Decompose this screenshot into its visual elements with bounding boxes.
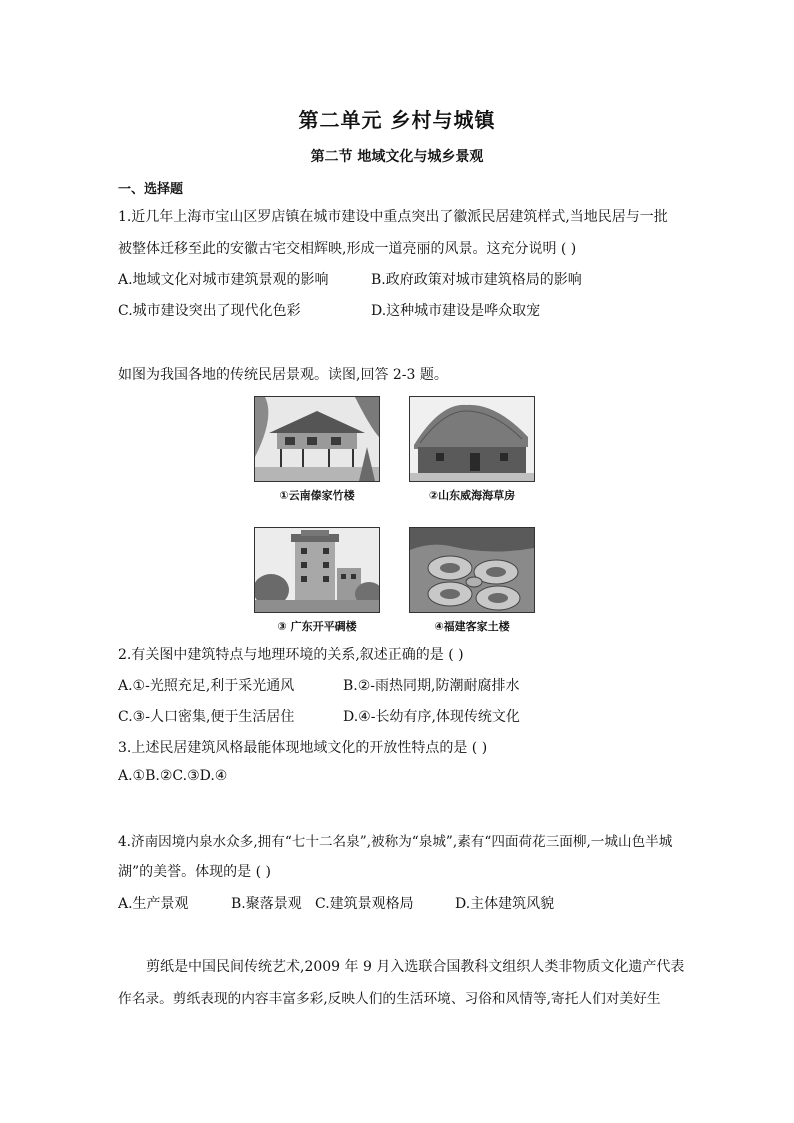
- section-subtitle: 第二节 地域文化与城乡景观: [310, 149, 484, 165]
- figure-1: [254, 396, 380, 503]
- unit-title: 第二单元 乡村与城镇: [298, 108, 496, 132]
- q4-option-b: B.聚落景观: [231, 896, 302, 912]
- q4-stem-line1: 4.济南因境内泉水众多,拥有“七十二名泉”,被称为“泉城”,素有“四面荷花三面柳,一城山色半城: [118, 834, 673, 850]
- q4-option-d: D.主体建筑风貌: [455, 896, 555, 912]
- kaiping-diaolou-image: [255, 528, 379, 612]
- figure-2-caption: ②山东威海海草房: [428, 489, 516, 502]
- figure-1-caption: ①云南傣家竹楼: [279, 489, 355, 502]
- q4-stem-line2: 湖”的美誉。体现的是 ( ): [118, 864, 271, 880]
- hakka-tulou-image: [410, 528, 534, 612]
- q2-option-c: C.③-人口密集,便于生活居住: [118, 709, 295, 725]
- q2-option-d: D.④-长幼有序,体现传统文化: [343, 709, 520, 725]
- dai-bamboo-house-image: [255, 397, 379, 481]
- figure-4: [409, 527, 535, 634]
- seaweed-house-image: [410, 397, 534, 481]
- q3-options: A.①B.②C.③D.④: [118, 768, 228, 784]
- figure-3: [254, 527, 380, 634]
- q1-stem-line2: 被整体迁移至此的安徽古宅交相辉映,形成一道亮丽的风景。这充分说明 ( ): [118, 241, 577, 257]
- q1-option-b: B.政府政策对城市建筑格局的影响: [371, 272, 582, 288]
- paper-cut-paragraph-line1: 剪纸是中国民间传统艺术,2009 年 9 月入选联合国教科文组织人类非物质文化遗产代表: [146, 959, 685, 975]
- q1-option-d: D.这种城市建设是哗众取宠: [371, 303, 541, 319]
- figure-4-caption: ④福建客家土楼: [434, 620, 510, 633]
- q1-stem-line1: 1.近几年上海市宝山区罗店镇在城市建设中重点突出了徽派民居建筑样式,当地民居与一批: [118, 209, 668, 225]
- paper-cut-paragraph-line2: 作名录。剪纸表现的内容丰富多彩,反映人们的生活环境、习俗和风情等,寄托人们对美好生: [118, 991, 661, 1007]
- q2-option-a: A.①-光照充足,利于采光通风: [118, 678, 295, 694]
- q1-option-a: A.地域文化对城市建筑景观的影响: [118, 272, 329, 288]
- q2-3-intro: 如图为我国各地的传统民居景观。读图,回答 2-3 题。: [118, 367, 448, 383]
- q3-stem: 3.上述民居建筑风格最能体现地域文化的开放性特点的是 ( ): [118, 740, 488, 756]
- q1-option-c: C.城市建设突出了现代化色彩: [118, 303, 301, 319]
- figure-2: [409, 396, 535, 503]
- q4-option-c: C.建筑景观格局: [315, 896, 414, 912]
- q4-option-a: A.生产景观: [118, 896, 189, 912]
- figure-3-caption: ③ 广东开平碉楼: [277, 620, 357, 633]
- q2-stem: 2.有关图中建筑特点与地理环境的关系,叙述正确的是 ( ): [118, 647, 464, 663]
- q2-option-b: B.②-雨热同期,防潮耐腐排水: [343, 678, 520, 694]
- question-type-heading: 一、选择题: [118, 182, 184, 197]
